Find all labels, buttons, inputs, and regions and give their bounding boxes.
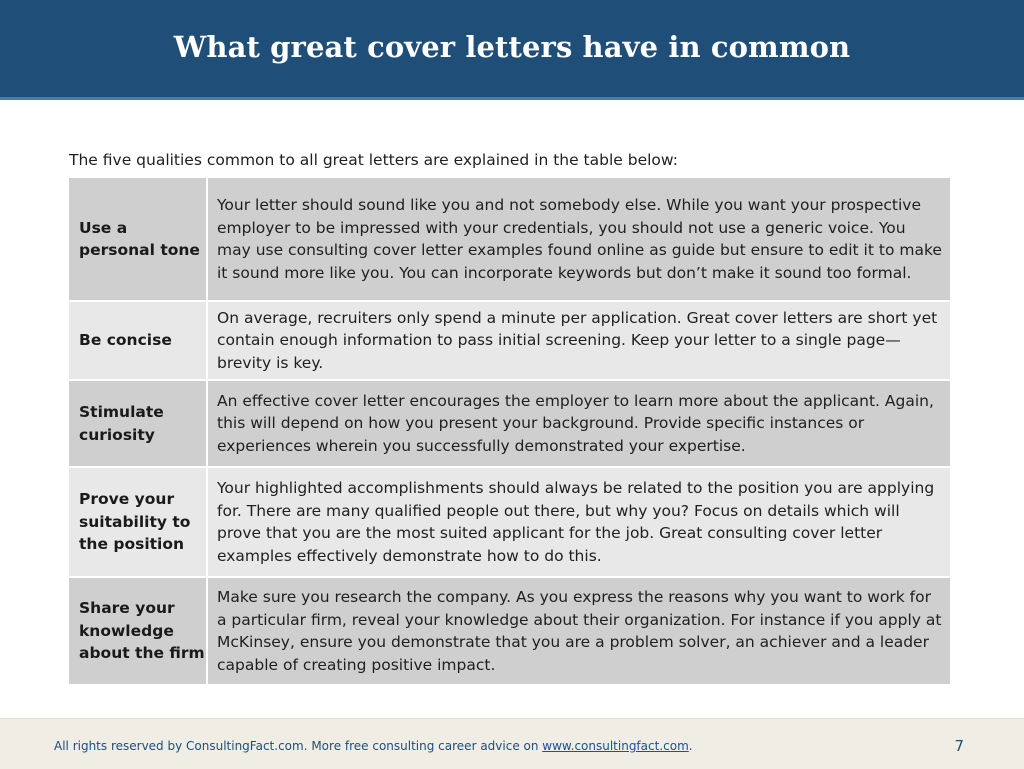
intro-text: The five qualities common to all great letters are explained in the table below:: [69, 151, 678, 169]
quality-name: Stimulate curiosity: [69, 380, 207, 467]
table-row: [69, 577, 950, 684]
quality-description: An effective cover letter encourages the employer to learn more about the applicant. Again, this will depend on how you present your background. Provide specific instances or experiences wherein you successfully demonstrated your expertise.: [207, 380, 950, 467]
quality-name: Share your knowledge about the firm: [69, 577, 207, 684]
table-row: [69, 301, 950, 380]
quality-description: On average, recruiters only spend a minute per application. Great cover letters are short yet contain enough information to pass initial screening. Keep your letter to a single page—brevity is key.: [207, 301, 950, 380]
slide-footer: [0, 718, 1024, 769]
quality-name: Prove your suitability to the position: [69, 467, 207, 577]
footer-website-link[interactable]: www.consultingfact.com: [542, 739, 689, 753]
table-row: [69, 467, 950, 577]
quality-description: Make sure you research the company. As you express the reasons why you want to work for a particular firm, reveal your knowledge about their organization. For instance if you apply at McKinsey, ensure you demonstrate that you are a problem solver, an achiever and a leader capable of creating positive impact.: [207, 577, 950, 684]
quality-description: Your highlighted accomplishments should always be related to the position you are applying for. There are many qualified people out there, but why you? Focus on details which will prove that you are the most suited applicant for the job. Great consulting cover letter examples effectively demonstrate how to do this.: [207, 467, 950, 577]
quality-name: Use a personal tone: [69, 178, 207, 301]
table-row: [69, 380, 950, 467]
footer-text: All rights reserved by ConsultingFact.com. More free consulting career advice on: [54, 739, 543, 753]
slide-header: [0, 0, 1024, 100]
qualities-table: [69, 178, 950, 684]
footer-copyright: [54, 739, 693, 753]
quality-name: Be concise: [69, 301, 207, 380]
slide-title: What great cover letters have in common: [173, 30, 851, 64]
footer-period: .: [688, 739, 693, 753]
page-number: 7: [954, 737, 964, 755]
table-row: [69, 178, 950, 301]
quality-description: Your letter should sound like you and not somebody else. While you want your prospective employer to be impressed with your credentials, you should not use a generic voice. You may use consulting cover letter examples found online as guide but ensure to edit it to make it sound more like you. You can incorporate keywords but don’t make it sound too formal.: [207, 178, 950, 301]
